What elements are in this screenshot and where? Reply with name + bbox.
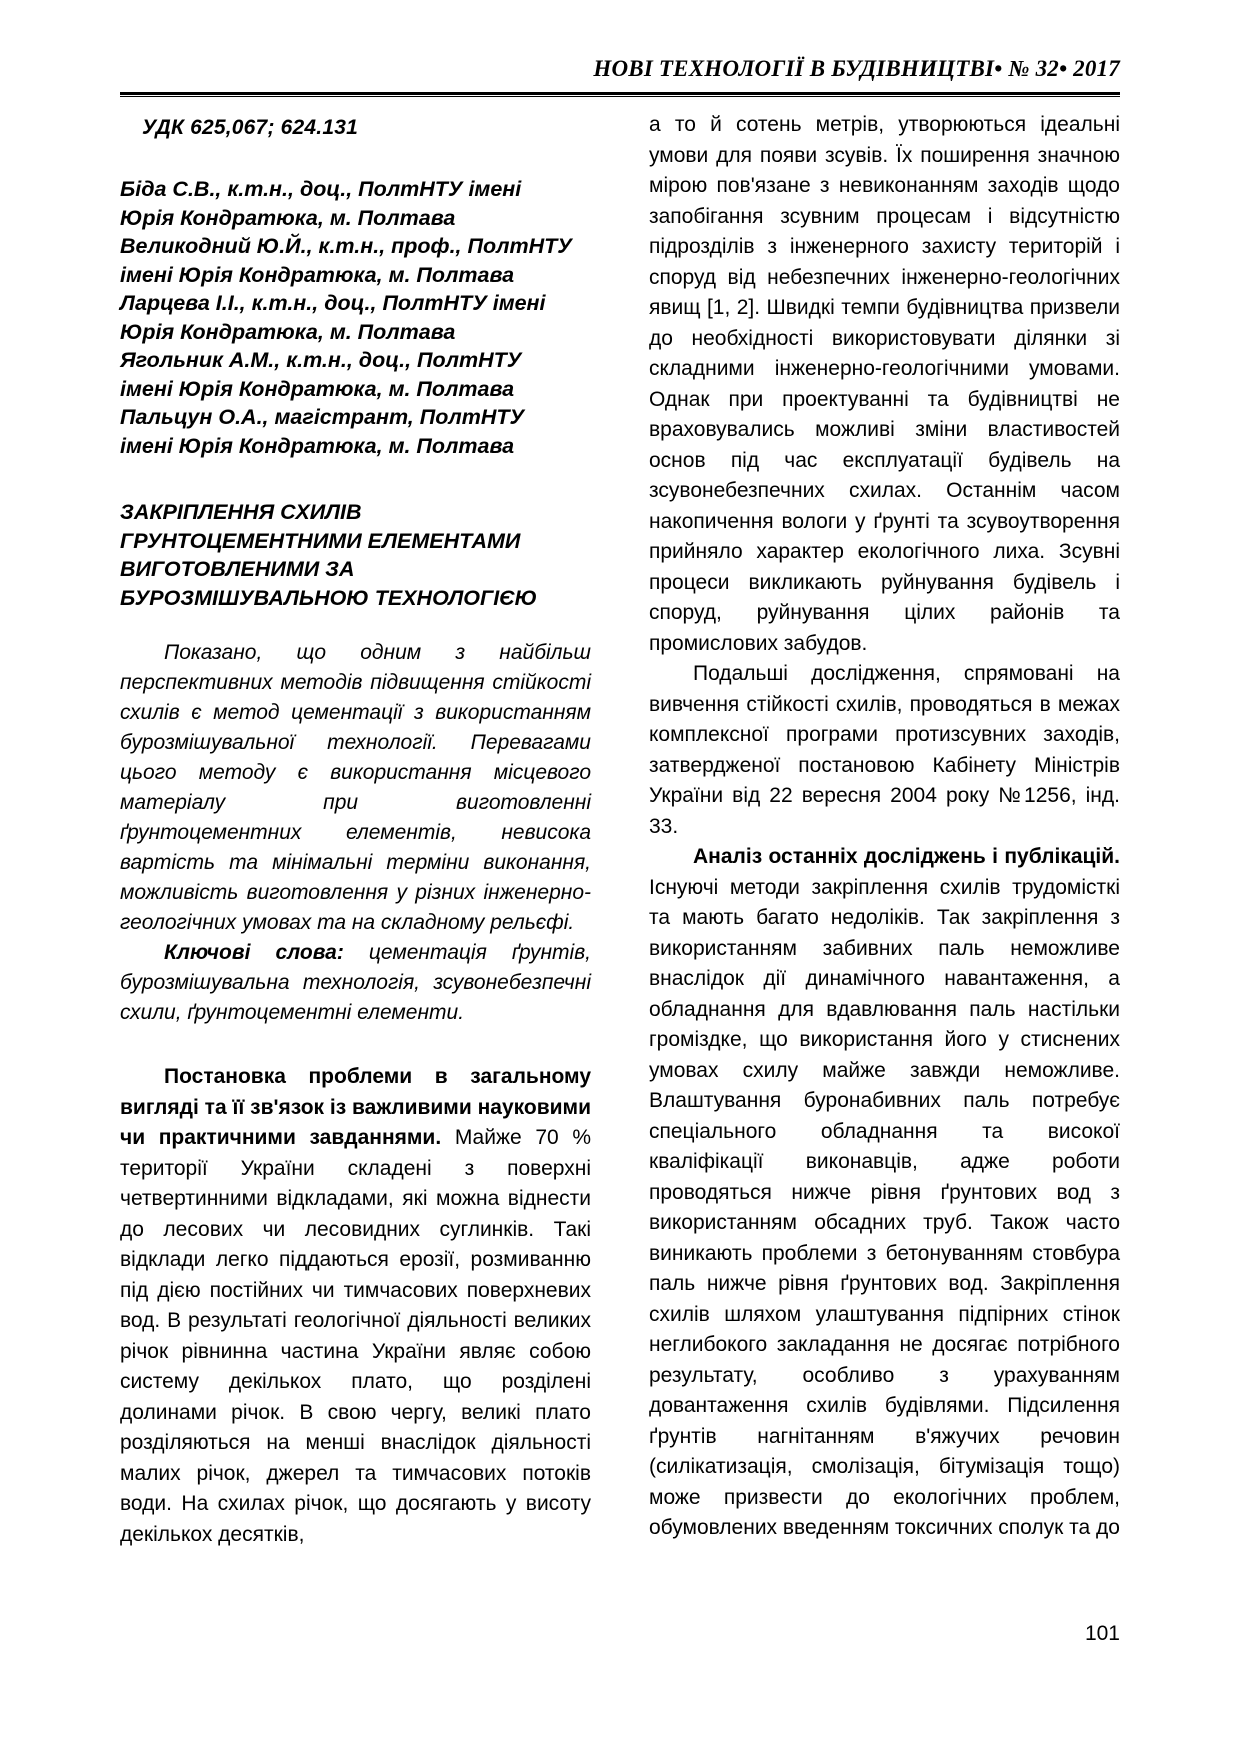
- problem-statement-heading: Постановка проблеми в загальному вигляді та її зв'язок із важливими науковими чи практичними завданнями.: [120, 1065, 591, 1149]
- udk-code: УДК 625,067; 624.131: [142, 116, 358, 139]
- author-list: [120, 175, 591, 460]
- author-line: Юрія Кондратюка, м. Полтава: [120, 319, 456, 344]
- analysis-paragraph: [649, 842, 1120, 1544]
- continued-paragraph: а то й сотень метрів, утворюються ідеальні умови для появи зсувів. Їх поширення значною мірою пов'язане з невиконанням заходів щодо запобігання зсувним процесам і відсутністю підрозділів з інженерного захисту територій і споруд від небезпечних інженерно-геологічних явищ [1, 2]. Швидкі темпи будівництва призвели до необхідності використовувати ділянки зі складними інженерно-геологічними умовами. Однак при проектуванні та будівництві не враховувались можливі зміни властивостей основ під час експлуатації будівель на зсувонебезпечних схилах. Останнім часом накопичення вологи у ґрунті та зсувоутворення прийняло характер екологічного лиха. Зсувні процеси викликають руйнування будівель і споруд, руйнування цілих районів та промислових забудов.: [649, 113, 1120, 655]
- header-rule: [120, 92, 1120, 97]
- article-title: [120, 498, 591, 612]
- author-line: Біда С.В., к.т.н., доц., ПолтНТУ імені: [120, 177, 522, 201]
- author-line: Пальцун О.А., магістрант, ПолтНТУ: [120, 405, 525, 429]
- article-title-line: ГРУНТОЦЕМЕНТНИМИ ЕЛЕМЕНТАМИ: [120, 528, 521, 553]
- author-line: імені Юрія Кондратюка, м. Полтава: [120, 433, 515, 458]
- keywords-text: цементація ґрунтів, бурозмішувальна технологія, зсувонебезпечні схили, ґрунтоцементні елементи.: [120, 941, 591, 1024]
- running-head: НОВІ ТЕХНОЛОГІЇ В БУДІВНИЦТВІ• № 32• 2017: [593, 56, 1120, 81]
- author-line: імені Юрія Кондратюка, м. Полтава: [120, 262, 515, 287]
- keywords-label: Ключові слова:: [164, 941, 344, 964]
- article-title-line: ВИГОТОВЛЕНИМИ ЗА: [120, 557, 355, 581]
- page-number: 101: [1084, 1622, 1120, 1645]
- two-column-body: [120, 110, 1120, 1590]
- article-title-line: ЗАКРІПЛЕННЯ СХИЛІВ: [120, 500, 362, 524]
- left-column: [120, 110, 591, 1590]
- keywords-paragraph: [120, 938, 591, 1028]
- author-line: Юрія Кондратюка, м. Полтава: [120, 205, 456, 230]
- further-research-paragraph: Подальші дослідження, спрямовані на вивчення стійкості схилів, проводяться в межах комплексної програми протизсувних заходів, затвердженої постановою Кабінету Міністрів України від 22 вересня 2004 року №1256, інд. 33.: [649, 662, 1120, 838]
- problem-statement-body: Майже 70 % території України складені з поверхні четвертинними відкладами, які можна віднести до лесових чи лесовидних суглинків. Такі відклади легко піддаються ерозії, розмиванню під дією постійних чи тимчасових поверхневих вод. В результаті геологічної діяльності великих річок рівнинна частина України являє собою систему декількох плато, що розділені долинами річок. В свою чергу, великі плато розділяються на менші внаслідок діяльності малих річок, джерел та тимчасових потоків води. На схилах річок, що досягають у висоту декількох десятків,: [120, 1126, 591, 1546]
- analysis-heading: Аналіз останніх досліджень і публікацій.: [693, 845, 1120, 868]
- author-line: Великодний Ю.Й., к.т.н., проф., ПолтНТУ: [120, 234, 572, 258]
- article-title-line: БУРОЗМІШУВАЛЬНОЮ ТЕХНОЛОГІЄЮ: [120, 585, 538, 610]
- author-line: імені Юрія Кондратюка, м. Полтава: [120, 376, 515, 401]
- author-line: Ларцева І.І., к.т.н., доц., ПолтНТУ імені: [120, 291, 546, 315]
- abstract-paragraph: Показано, що одним з найбільш перспективних методів підвищення стійкості схилів є метод цементації з використанням бурозмішувальної технології. Перевагами цього методу є використання місцевого матеріалу при виготовленні ґрунтоцементних елементів, невисока вартість та мінімальні терміни виконання, можливість виготовлення у різних інженерно-геологічних умовах та на складному рельєфі.: [120, 641, 591, 934]
- right-column: [649, 110, 1120, 1590]
- problem-statement-paragraph: [120, 1062, 591, 1550]
- author-line: Ягольник А.М., к.т.н., доц., ПолтНТУ: [120, 348, 522, 372]
- analysis-body: Існуючі методи закріплення схилів трудомісткі та мають багато недоліків. Так закріплення з використанням забивних паль неможливе внаслідок дії динамічного навантаження, а обладнання для вдавлювання паль настільки громіздке, що використання його у стиснених умовах схилу майже завжди неможливе. Влаштування буронабивних паль потребує спеціального обладнання та високої кваліфікації виконавців, адже роботи проводяться нижче рівня ґрунтових вод з використанням обсадних труб. Також часто виникають проблеми з бетонуванням стовбура паль нижче рівня ґрунтових вод. Закріплення схилів шляхом улаштування підпірних стінок неглибокого закладання не досягає потрібного результату, особливо з урахуванням довантаження схилів будівлями. Підсилення ґрунтів нагнітанням в'яжучих речовин (силікатизація, смолізація, бітумізація тощо) може призвести до екологічних проблем, обумовлених введенням токсичних сполук та до: [649, 875, 1120, 1539]
